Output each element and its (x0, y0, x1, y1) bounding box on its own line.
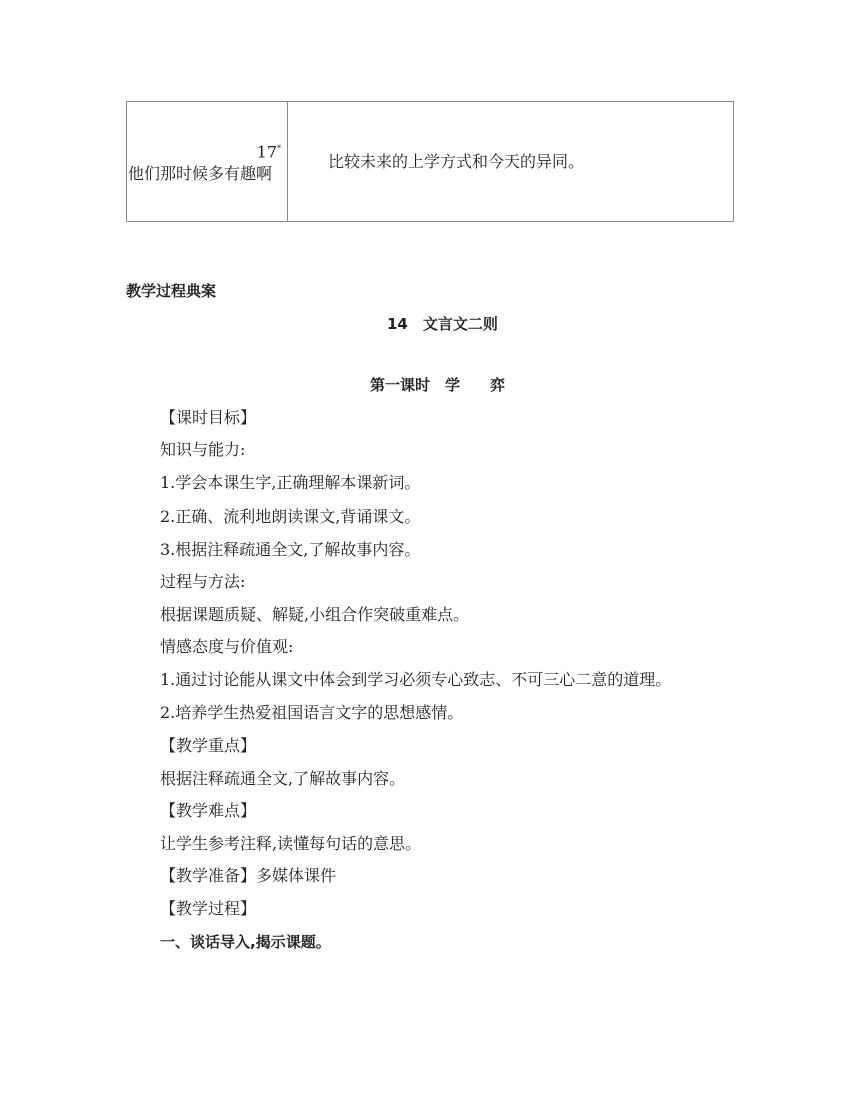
difficulty-text: 让学生参考注释,读懂每句话的意思。 (160, 834, 422, 853)
key-point-text: 根据注释疏通全文,了解故事内容。 (160, 769, 406, 788)
process-heading: 【教学过程】 (160, 899, 257, 918)
knowledge-item: 1.学会本课生字,正确理解本课新词。 (160, 473, 421, 492)
task-cell (288, 102, 734, 222)
attitude-item: 2.培养学生热爱祖国语言文字的思想感情。 (160, 703, 464, 722)
knowledge-item: 2.正确、流利地朗读课文,背诵课文。 (160, 507, 421, 526)
period-heading: 第一课时 学 弈 (370, 376, 506, 394)
difficulty-heading: 【教学难点】 (160, 801, 257, 820)
lesson-cell (127, 102, 288, 222)
table-row (127, 102, 734, 222)
section-heading: 教学过程典案 (126, 282, 217, 300)
attitude-heading: 情感态度与价值观: (160, 637, 294, 656)
method-heading: 过程与方法: (160, 572, 246, 591)
knowledge-item: 3.根据注释疏通全文,了解故事内容。 (160, 540, 421, 559)
lesson-title: 他们那时候多有趣啊 (128, 164, 273, 184)
goals-heading: 【课时目标】 (160, 408, 257, 427)
lesson-table (126, 101, 734, 222)
key-point-heading: 【教学重点】 (160, 736, 257, 755)
knowledge-heading: 知识与能力: (160, 440, 246, 459)
step-heading: 一、谈话导入,揭示课题。 (160, 933, 331, 951)
lesson-number: 17* (256, 142, 281, 162)
lesson-heading: 14 文言文二则 (387, 315, 498, 333)
method-item: 根据课题质疑、解疑,小组合作突破重难点。 (160, 605, 470, 624)
preparation-line: 【教学准备】多媒体课件 (160, 866, 337, 885)
lesson-number-mark: * (277, 143, 281, 153)
lesson-task: 比较未来的上学方式和今天的异同。 (328, 151, 585, 171)
attitude-item: 1.通过讨论能从课文中体会到学习必须专心致志、不可三心二意的道理。 (160, 670, 672, 689)
